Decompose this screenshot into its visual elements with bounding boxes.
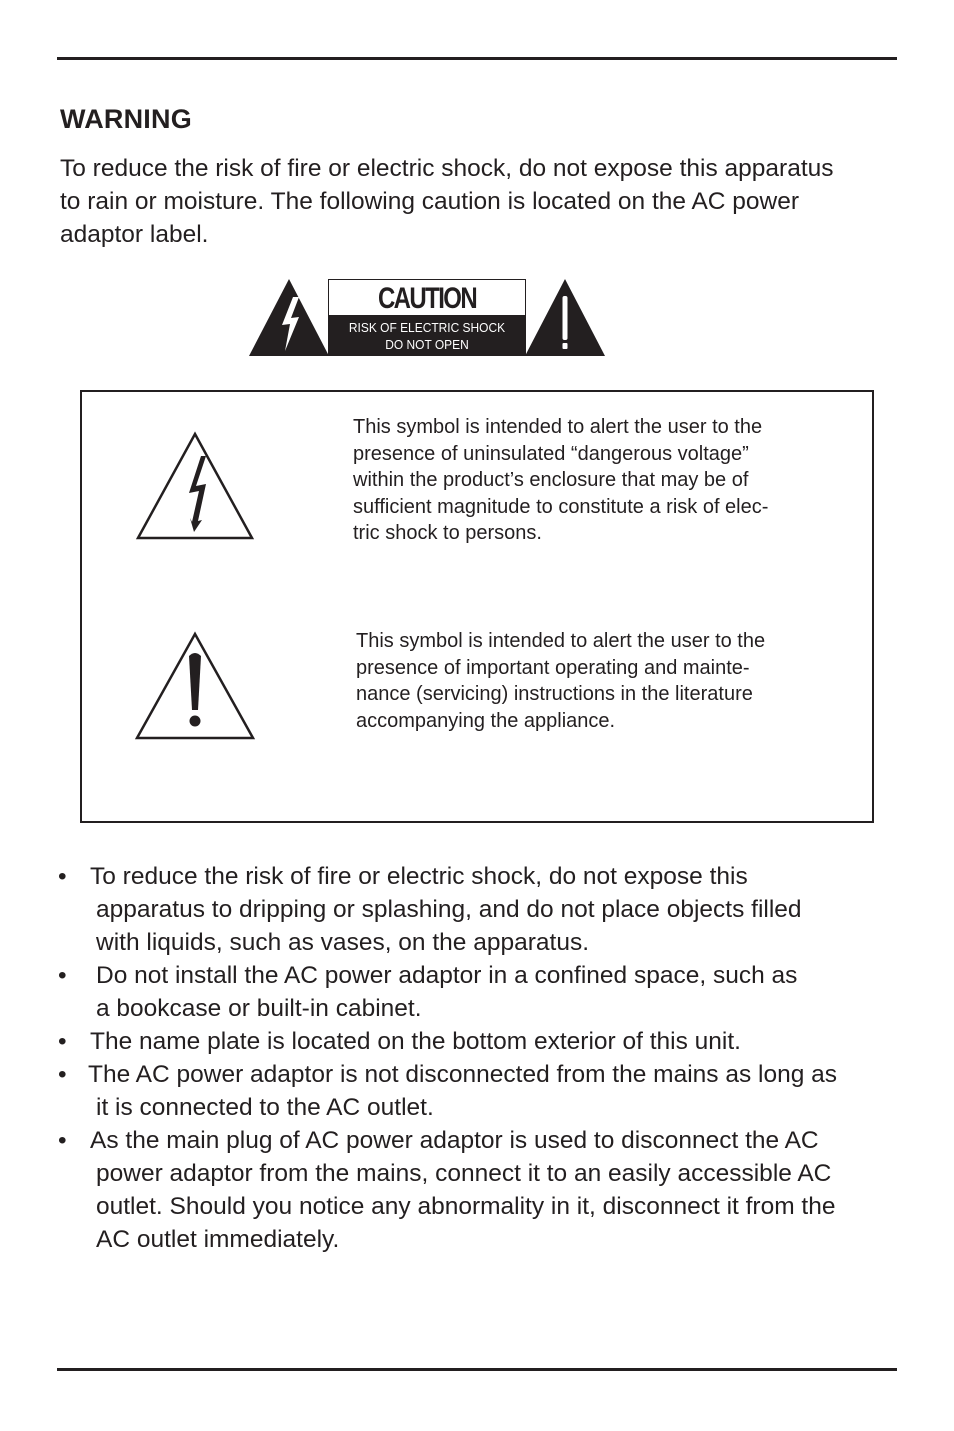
symbol-description-line: sufficient magnitude to constitute a risk of elec-	[353, 495, 769, 518]
list-item	[58, 1025, 898, 1058]
bullet-line: a bookcase or built-in cabinet.	[96, 995, 422, 1022]
caution-box	[328, 279, 526, 356]
intro-line: to rain or moisture. The following caution is located on the AC power	[60, 188, 800, 215]
top-rule	[57, 57, 897, 60]
lightning-warning-icon	[249, 279, 329, 356]
lightning-bolt-triangle-icon	[134, 430, 256, 542]
bullet-line: The name plate is located on the bottom exterior of this unit.	[90, 1028, 741, 1055]
symbol-description-line: tric shock to persons.	[353, 522, 542, 544]
bullet-marker: •	[58, 1127, 67, 1154]
bottom-rule	[57, 1368, 897, 1371]
symbol-description-line: nance (servicing) instructions in the literature	[356, 683, 753, 705]
bullet-line: with liquids, such as vases, on the apparatus.	[96, 929, 590, 956]
bullet-marker: •	[58, 962, 67, 989]
bullet-line: it is connected to the AC outlet.	[96, 1094, 434, 1121]
symbol-description-line: This symbol is intended to alert the user to the	[353, 416, 763, 438]
bullet-marker: •	[58, 1061, 67, 1088]
warning-heading: WARNING	[60, 104, 192, 134]
symbol-description-line: accompanying the appliance.	[356, 709, 616, 732]
exclamation-warning-icon	[525, 279, 605, 356]
bullet-line: The AC power adaptor is not disconnected from the mains as long as	[88, 1061, 838, 1088]
caution-label	[249, 279, 605, 356]
bullet-line: Do not install the AC power adaptor in a confined space, such as	[96, 962, 798, 989]
symbol-description-line: presence of important operating and mainte-	[356, 656, 750, 679]
bullet-marker: •	[58, 1028, 67, 1055]
symbol-explanation-box	[80, 390, 874, 823]
exclamation-triangle-icon	[133, 630, 257, 742]
caution-title: CAUTION	[377, 282, 477, 315]
bullet-line: As the main plug of AC power adaptor is used to disconnect the AC	[90, 1127, 819, 1154]
list-item	[58, 860, 898, 959]
intro-line: To reduce the risk of fire or electric shock, do not expose this apparatus	[60, 155, 834, 182]
safety-bullet-list	[58, 860, 898, 1256]
list-item	[58, 1124, 898, 1256]
symbol-description-line: presence of uninsulated “dangerous voltage”	[353, 442, 749, 465]
list-item	[58, 1058, 898, 1124]
intro-line: adaptor label.	[60, 221, 209, 248]
list-item	[58, 959, 898, 1025]
symbol-description-line: This symbol is intended to alert the user to the	[356, 630, 766, 652]
caution-subtitle	[329, 315, 525, 355]
bullet-line: power adaptor from the mains, connect it to an easily accessible AC	[96, 1160, 832, 1187]
bullet-marker: •	[58, 863, 67, 890]
symbol-description-line: within the product’s enclosure that may be of	[353, 469, 749, 491]
intro-paragraph	[60, 152, 900, 251]
caution-line-1: RISK OF ELECTRIC SHOCK	[348, 320, 506, 335]
bullet-line: AC outlet immediately.	[96, 1226, 340, 1253]
bullet-line: apparatus to dripping or splashing, and do not place objects filled	[96, 896, 802, 923]
caution-line-2: DO NOT OPEN	[385, 337, 469, 352]
bullet-line: To reduce the risk of fire or electric shock, do not expose this	[90, 863, 748, 890]
symbol-description	[356, 628, 765, 734]
symbol-description	[353, 414, 768, 547]
bullet-line: outlet. Should you notice any abnormality in it, disconnect it from the	[96, 1193, 836, 1220]
